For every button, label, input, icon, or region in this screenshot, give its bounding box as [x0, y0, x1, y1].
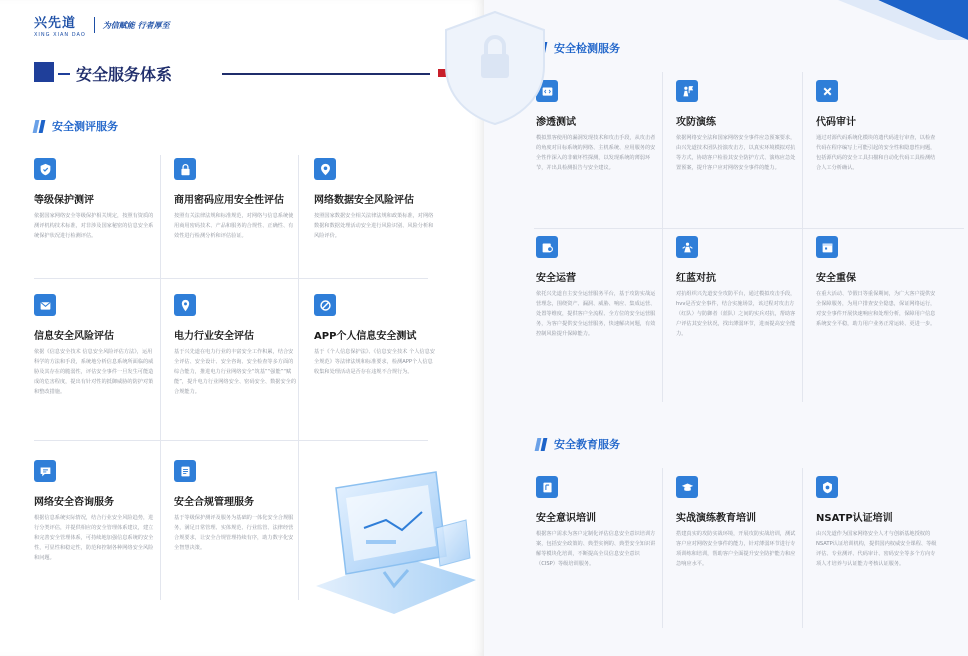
title-square-icon: [34, 62, 54, 82]
grid-divider: [534, 228, 964, 229]
card-title: 安全重保: [816, 273, 856, 284]
service-card: [174, 158, 314, 290]
close-icon: [816, 80, 838, 102]
main-title-bar: [34, 60, 434, 84]
card-description: 对抗组织兴先道安全攻防平台，通过模拟攻击手段，hvv是否安全事件，结合实施场景，该过程对攻击方（红队）与防御者（蓝队）之间的实兵对抗，帮助客户评估其安全状况，找出薄弱环节，进而提高安全能力。: [676, 291, 796, 337]
service-card: [174, 460, 314, 592]
service-card: [676, 476, 816, 608]
title-dash: [58, 73, 70, 75]
card-title: 实战演练教育培训: [676, 513, 756, 524]
card-description: 搭建真实的攻防实战环境，开展攻防实战培训，测试客户应对网络安全事件的能力，针对薄弱环节进行专项训练和培训，帮助客户全面提升安全防护能力和应急响应水平。: [676, 531, 796, 567]
section-title: 安全测评服务: [52, 120, 118, 133]
service-card: [676, 80, 816, 212]
card-title: 安全运营: [536, 273, 576, 284]
card-description: 依据国家网络安全等级保护相关规定，按照有资质的测评机构技术标准，对非涉及国家秘密的信息安全系统保护状况进行检测评估。: [34, 213, 154, 239]
service-card: [676, 236, 816, 368]
card-title: 代码审计: [816, 117, 856, 128]
section-header-jiaoyu: [536, 436, 620, 452]
service-card: [536, 236, 676, 368]
monitor-illustration-icon: [306, 468, 482, 618]
card-title: 红蓝对抗: [676, 273, 716, 284]
badge-icon: [816, 476, 838, 498]
service-card: [816, 80, 956, 212]
service-card: [34, 460, 174, 592]
book-icon: [536, 476, 558, 498]
card-title: 电力行业安全评估: [174, 331, 254, 342]
title-underline: [222, 73, 430, 75]
card-description: 由兴先道作为国家网络安全人才与创新基地授权的NSATP认证培训机构，提供国内权威安全课程、等级评估、专业测评、代码审计、密码安全等多个方向专项人才培养与认证能力考核认证服务。: [816, 531, 937, 567]
page-title: 安全服务体系: [76, 65, 173, 84]
card-description: 依据《信息安全技术 信息安全风险评估方法》，运用科学的方法和手段，系统地分析信息系统所面临的威胁及其存在的脆弱性，评估安全事件一旦发生可能造成的危害程度，提出有针对性的抵御威胁的防护对策和整改措施。: [34, 349, 154, 395]
brand-slogan: 为信赋能 行者厚至: [102, 20, 170, 30]
card-title: 安全合规管理服务: [174, 497, 254, 508]
service-card: [34, 158, 174, 290]
card-description: 通过对源代码系统化模块的遗代码进行审查，以检查代码在程序编写上可能引起的安全性和隐患性问题，包括源代码的安全工具扫描和自动化代码工具检测结合人工分析确认。: [816, 135, 936, 171]
shield-icon: [34, 158, 56, 180]
brand-sub: XING XIAN DAO: [34, 32, 86, 38]
card-description: 按照国家数据安全相关法律法规和政策标准，对网络数据和数据处理活动安全进行风险识别、风险分析和风险评价。: [314, 213, 434, 239]
card-title: 商用密码应用安全性评估: [174, 195, 284, 206]
brand-separator: [94, 17, 95, 33]
card-description: 依据网络安全法和国家网络安全事件应急预案要求，由兴先道技术团队扮演攻击方，以真实环境模拟对抗等方式，协助客户检验其安全防护方式、演练应急处置预案，提升客户应对网络安全事件的能力。: [676, 135, 796, 171]
card-description: 模拟黑客使用的漏洞发现技术和攻击手段，从攻击者的角度对目标系统的网络、主机系统、应用服务的安全性作深入的非破坏性探测，以发现系统的薄弱环节，并出具检测报告与安全建议。: [536, 135, 656, 171]
service-card: [816, 476, 956, 608]
pin-icon: [174, 294, 196, 316]
card-description: 按照有关法律法规和标准规范，对网络与信息系统使用商用密码技术、产品和服务的合规性、正确性、有效性进行检测分析和评估验证。: [174, 213, 294, 239]
lock-icon: [174, 158, 196, 180]
service-card: [314, 294, 454, 426]
service-card: [536, 80, 676, 212]
brand-name: 兴先道: [34, 16, 77, 31]
gear-doc-icon: [536, 236, 558, 258]
section-header-ceping: [34, 118, 118, 134]
card-description: 基于兴先道在电力行业的丰富安全工作积累，结合安全评估、安全设计、安全咨询、安全检查等多方面的综合能力，推进电力行业网络安全“筑基”“强能”“赋能”，提升电力行业网络安全、密码安全、数据安全的合规能力。: [174, 349, 297, 395]
card-title: 网络数据安全风险评估: [314, 195, 414, 206]
service-card: [816, 236, 956, 368]
service-card: [314, 158, 454, 290]
card-title: 渗透测试: [536, 117, 576, 128]
graduation-icon: [676, 476, 698, 498]
quote-mark-icon: [34, 120, 44, 133]
card-description: 基于等级保护测评及服务为基础的一体化安全合规服务，满足日常管理、实体规范、行业监管、法律经营合规要求，让安全合规管理持续有序，助力数字化安全智慧决策。: [174, 515, 294, 551]
calendar-icon: [816, 236, 838, 258]
card-title: 攻防演练: [676, 117, 716, 128]
card-description: 在重大活动、节假日等重保期间，为广大客户提供安全保障服务，为用户排查安全隐患，保证网络运行，对安全事件开展快速响应和处理分析，保障用户信息系统安全平稳，助力用户业务正常运转、更进一步。: [816, 291, 936, 327]
mail-icon: [34, 294, 56, 316]
person-flag-icon: [676, 80, 698, 102]
card-title: 网络安全咨询服务: [34, 497, 114, 508]
section-title: 安全教育服务: [554, 438, 620, 451]
attack-icon: [676, 236, 698, 258]
shield-lock-watermark-icon: [440, 8, 550, 128]
card-title: 安全意识培训: [536, 513, 596, 524]
corner-stripe-icon: [838, 0, 968, 40]
card-description: 根据客户需求为客户定制化评估信息安全意识培训方案，包括安全政策的、典型实例的、典型安全知识讲解等模块化培训，不断提高全员信息安全意识（CISP）等级培训服务。: [536, 531, 656, 567]
ban-icon: [314, 294, 336, 316]
card-title: 信息安全风险评估: [34, 331, 114, 342]
card-title: APP个人信息安全测试: [314, 331, 417, 342]
right-page: [484, 0, 968, 656]
checklist-icon: [174, 460, 196, 482]
section-title: 安全检测服务: [554, 42, 620, 55]
brand-header: [34, 12, 170, 38]
card-description: 根据信息系统实际情况，结合行业安全风险趋势，进行分类评估，并提供相应的安全管理体系建议，建立和完善安全管理体系，可持续地加强信息系统的安全性，可显性和稳定性，防范和控制各种网络安全风险和问题。: [34, 515, 154, 561]
card-title: NSATP认证培训: [816, 513, 893, 524]
card-description: 依托兴先道自主安全运营服务平台，基于攻防实战运营理念，围绕资产、漏洞、威胁、响应、集成运营、处置等维度，提供客户全流程、全方位的安全运营服务，为客户提供安全运营服务，快速解决问题，有效控制风险提升保障能力。: [536, 291, 656, 337]
card-description: 基于《个人信息保护法》、《信息安全技术 个人信息安全规范》等法律法规和标准要求，检测APP个人信息收集和处理活动是否存在违规不合规行为。: [314, 349, 435, 375]
location-shield-icon: [314, 158, 336, 180]
card-title: 等级保护测评: [34, 195, 94, 206]
service-card: [174, 294, 314, 426]
service-card: [34, 294, 174, 426]
brand-logo: [34, 12, 86, 38]
chat-icon: [34, 460, 56, 482]
service-card: [536, 476, 676, 608]
grid-divider: [34, 440, 428, 441]
quote-mark-icon: [536, 438, 546, 451]
